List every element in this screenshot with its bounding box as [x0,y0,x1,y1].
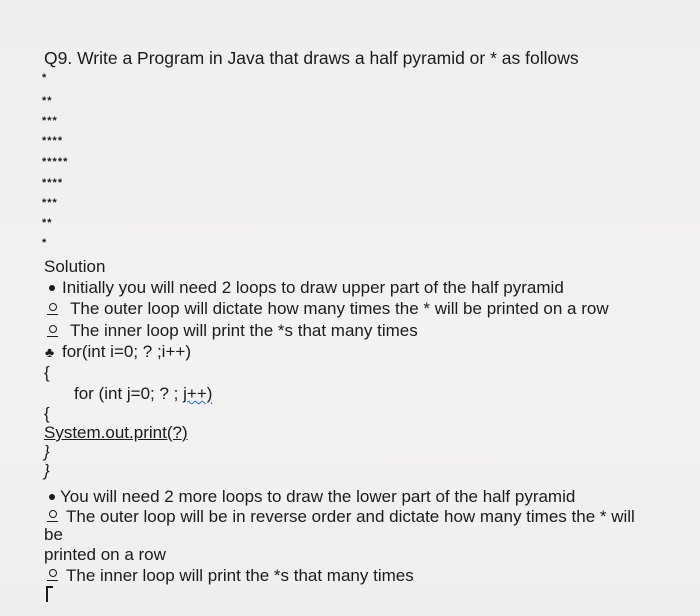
code-inner-for [74,384,212,404]
sub-bullet-1b-text: The inner loop will print the *s that many times [70,321,418,340]
sub-bullet-2a-line-1: The outer loop will be in reverse order and dictate how many times the * will [66,507,635,526]
pyramid-row-7: *** [42,197,58,209]
sub-bullet-icon [47,569,59,583]
margin-mark-icon [44,582,54,604]
pyramid-row-5: ***** [42,156,69,168]
code-inner-for-prefix: for (int j=0; ? ; [74,384,184,403]
pyramid-row-2: ** [42,95,53,107]
pyramid-row-4: **** [42,135,64,147]
code-close-brace-1: } [44,442,50,461]
pyramid-row-6: **** [42,177,64,189]
pyramid-row-9: * [42,237,48,249]
sub-bullet-icon [47,325,59,339]
code-inner-for-suffix: j++) [183,384,213,403]
bullet-icon [49,494,55,500]
sub-bullet-2b-text: The inner loop will print the *s that many times [66,566,414,585]
pyramid-row-1: * [42,72,48,84]
sub-bullet-1a-text: The outer loop will dictate how many times the * will be printed on a row [70,299,609,318]
club-bullet-icon: ♣ [45,344,55,360]
sub-bullet-2a-line-3: printed on a row [44,545,166,564]
code-print-call: System.out.print(?) [44,423,188,442]
bullet-icon [49,285,55,291]
bullet-2-text: You will need 2 more loops to draw the lower part of the half pyramid [60,487,576,506]
pyramid-row-3: *** [42,115,58,127]
bullet-1-text: Initially you will need 2 loops to draw upper part of the half pyramid [62,278,564,297]
code-open-brace-2: { [44,404,50,423]
pyramid-row-8: ** [42,217,53,229]
solution-heading: Solution [44,257,106,276]
code-outer-for: for(int i=0; ? ;i++) [62,342,191,361]
code-close-brace-2: } [44,461,50,480]
sub-bullet-2a-line-2: be [44,525,63,544]
question-text: Q9. Write a Program in Java that draws a half pyramid or * as follows [44,48,579,68]
sub-bullet-icon [47,510,59,524]
sub-bullet-icon [47,303,59,317]
code-open-brace-1: { [44,363,50,382]
